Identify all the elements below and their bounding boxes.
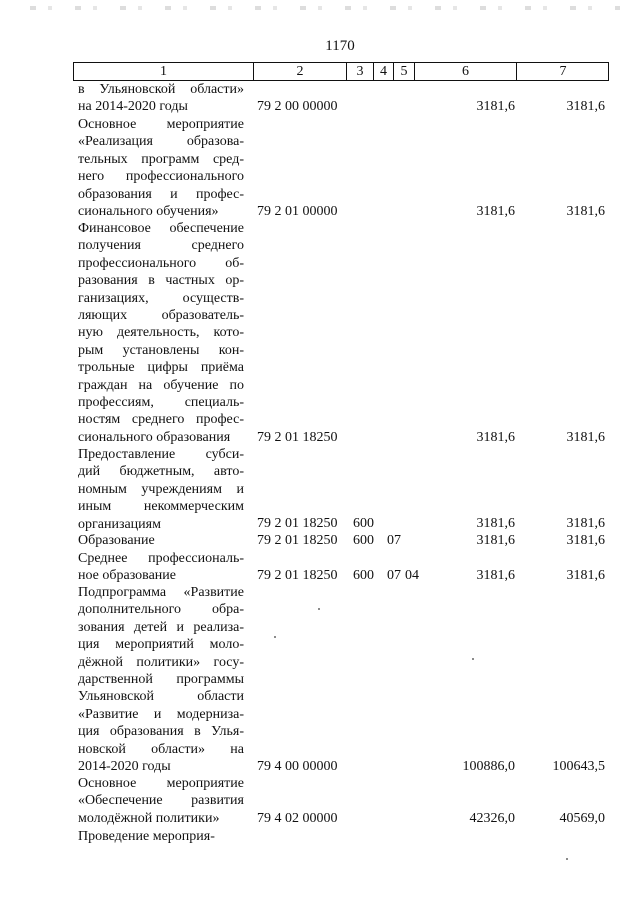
table-row-6-col-4: 07 [387,568,401,583]
name-line: образования и профес- [78,186,244,202]
name-line: «Реализация образова- [78,134,244,150]
table-row-5-col-3: 600 [353,533,374,548]
table-row-2-name [78,116,244,220]
name-line: Основное мероприятие [78,117,244,132]
table-row-6-code: 79 2 01 18250 [257,568,338,583]
table-row-8-name [78,775,244,827]
table-row-8-code: 79 4 02 00000 [257,811,338,826]
name-line: ностям среднего профес- [78,412,244,428]
header-col-3: 3 [356,64,364,79]
table-row-6-name [78,550,244,585]
table-row-6-col-3: 600 [353,568,374,583]
name-line: сионального обучения» [78,203,219,219]
name-line: Подпрограмма «Развитие [78,585,244,600]
table-row-5-code: 79 2 01 18250 [257,533,338,548]
table-row-5-value-7: 3181,6 [566,533,605,548]
table-row-2-code: 79 2 01 00000 [257,204,338,219]
table-row-6-col-5: 04 [405,568,419,583]
table-row-5-col-4: 07 [387,533,401,548]
header-col-1: 1 [160,64,167,79]
name-line: «Развитие и модерниза- [78,706,244,722]
table-row-1-name [78,81,244,116]
name-line: профессиям, специаль- [78,394,244,410]
name-line: Финансовое обеспечение [78,221,244,236]
scan-speck [472,658,474,660]
table-row-7-value-6: 100886,0 [462,759,515,774]
name-line: Среднее профессиональ- [78,551,244,566]
name-line: рым установлены кон- [78,342,244,358]
scan-noise [30,6,620,10]
table-row-2-value-6: 3181,6 [476,204,515,219]
name-line: «Обеспечение развития [78,793,244,809]
name-line: Образование [78,533,155,548]
name-line: новской области» на [78,741,244,757]
table-row-9-name [78,828,244,845]
name-line: зования детей и реализа- [78,619,244,635]
name-line: трольные цифры приёма [78,360,244,376]
name-line: Ульяновской области [78,689,244,705]
name-line: получения среднего [78,238,244,254]
name-line: ляющих образователь- [78,307,244,323]
table-row-7-code: 79 4 00 00000 [257,759,338,774]
name-line: дёжной политики» госу- [78,654,244,670]
table-row-1-code: 79 2 00 00000 [257,99,338,114]
name-line: разования в частных ор- [78,273,244,289]
page-number: 1170 [325,38,355,54]
scan-speck [318,608,320,610]
table-row-3-value-6: 3181,6 [476,430,515,445]
table-row-2-value-7: 3181,6 [566,204,605,219]
table-row-3-value-7: 3181,6 [566,430,605,445]
name-line: Основное мероприятие [78,776,244,791]
name-line: Предоставление субси- [78,447,244,462]
header-col-4: 4 [380,64,387,79]
name-line: номным учреждениям и [78,481,244,497]
table-header [73,62,609,81]
table-row-5-name [78,532,244,549]
name-line: 2014-2020 годы [78,758,171,774]
name-line: дий бюджетным, авто- [78,464,244,480]
table-row-6-value-6: 3181,6 [476,568,515,583]
table-row-4-value-7: 3181,6 [566,516,605,531]
table-row-4-value-6: 3181,6 [476,516,515,531]
name-line: иным некоммерческим [78,499,244,515]
table-row-6-value-7: 3181,6 [566,568,605,583]
header-col-7: 7 [559,64,567,79]
table-row-4-code: 79 2 01 18250 [257,516,338,531]
scan-speck [566,858,568,860]
table-row-4-col-3: 600 [353,516,374,531]
name-line: дарственной программы [78,671,244,687]
name-line: дополнительного обра- [78,602,244,618]
header-col-2: 2 [296,64,304,79]
table-row-1-value-6: 3181,6 [476,99,515,114]
name-line: граждан на обучение по [78,377,244,393]
name-line: профессионального об- [78,255,244,271]
table-row-7-value-7: 100643,5 [552,759,605,774]
name-line: молодёжной политики» [78,810,220,826]
header-col-5: 5 [400,64,408,79]
table-row-8-value-6: 42326,0 [469,811,515,826]
name-line: ция образования в Улья- [78,724,244,740]
name-line: ция мероприятий моло- [78,637,244,653]
name-line: него профессионального [78,169,244,185]
name-line: сионального образования [78,429,231,445]
name-line: в Ульяновской области» [78,82,244,97]
table-row-1-value-7: 3181,6 [566,99,605,114]
table-row-7-name [78,584,244,775]
name-line: на 2014-2020 годы [78,99,188,115]
table-row-3-name [78,220,244,446]
table-row-4-name [78,446,244,533]
name-line: организациям [78,516,161,532]
scan-speck [274,636,276,638]
table-row-8-value-7: 40569,0 [559,811,605,826]
header-col-6: 6 [462,64,469,79]
name-line: ганизациях, осуществ- [78,290,244,306]
name-line: ное образование [78,568,176,584]
table-row-5-value-6: 3181,6 [476,533,515,548]
name-line: Проведение мероприя- [78,829,215,844]
table-row-3-code: 79 2 01 18250 [257,430,338,445]
name-line: тельных программ сред- [78,151,244,167]
name-line: ную деятельность, кото- [78,325,244,341]
